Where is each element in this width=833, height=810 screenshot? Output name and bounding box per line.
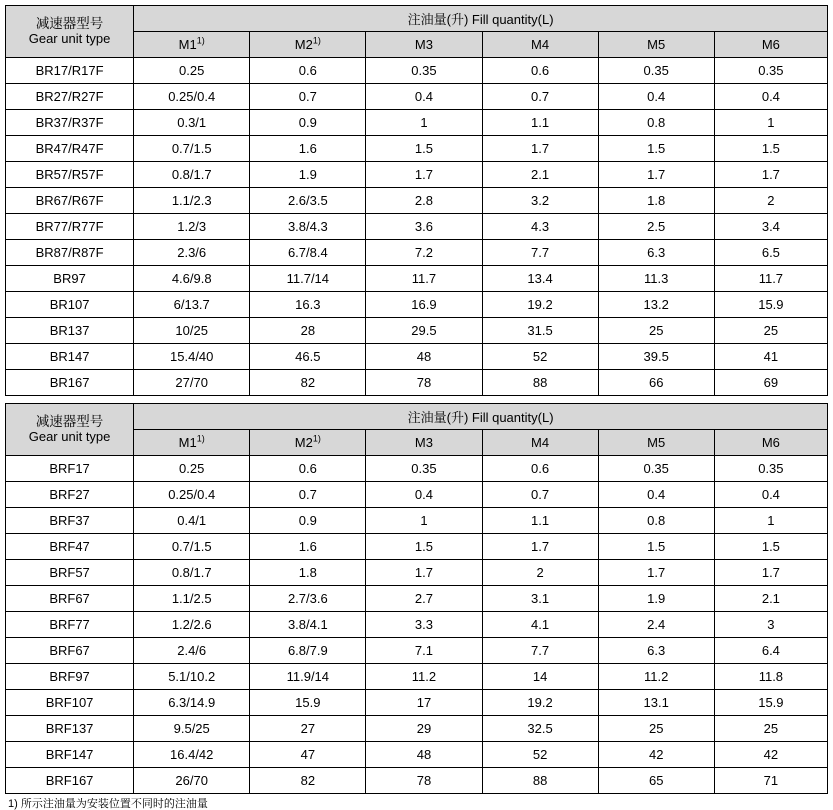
cell-m1: 26/70	[134, 768, 250, 794]
cell-m5: 39.5	[598, 344, 714, 370]
cell-m5: 0.4	[598, 84, 714, 110]
cell-m5: 13.1	[598, 690, 714, 716]
cell-m5: 1.7	[598, 162, 714, 188]
header-gear-unit-type-en: Gear unit type	[28, 428, 111, 444]
row-type: BRF107	[6, 690, 134, 716]
cell-m6: 11.7	[714, 266, 827, 292]
header-fill-quantity: 注油量(升) Fill quantity(L)	[134, 404, 828, 430]
cell-m4: 3.1	[482, 586, 598, 612]
cell-m4: 3.2	[482, 188, 598, 214]
cell-m4: 32.5	[482, 716, 598, 742]
cell-m6: 0.4	[714, 84, 827, 110]
cell-m1: 0.7/1.5	[134, 136, 250, 162]
cell-m5: 6.3	[598, 638, 714, 664]
cell-m4: 7.7	[482, 638, 598, 664]
cell-m6: 41	[714, 344, 827, 370]
cell-m6: 1	[714, 110, 827, 136]
cell-m4: 19.2	[482, 690, 598, 716]
cell-m1: 1.2/2.6	[134, 612, 250, 638]
header-col-m1-label: M1	[178, 37, 197, 52]
header-col-m6: M6	[714, 430, 827, 456]
cell-m6: 11.8	[714, 664, 827, 690]
cell-m6: 42	[714, 742, 827, 768]
cell-m6: 71	[714, 768, 827, 794]
cell-m6: 6.4	[714, 638, 827, 664]
cell-m5: 0.4	[598, 482, 714, 508]
cell-m5: 1.5	[598, 534, 714, 560]
cell-m6: 3	[714, 612, 827, 638]
footnote-text: 1) 所示注油量为安装位置不同时的注油量	[8, 798, 208, 810]
header-col-m4: M4	[482, 32, 598, 58]
table-row	[6, 344, 828, 370]
cell-m2: 6.8/7.9	[250, 638, 366, 664]
table-row	[6, 136, 828, 162]
table-row	[6, 84, 828, 110]
cell-m3: 48	[366, 742, 482, 768]
cell-m6: 25	[714, 716, 827, 742]
cell-m1: 5.1/10.2	[134, 664, 250, 690]
cell-m3: 1.7	[366, 560, 482, 586]
table-row	[6, 110, 828, 136]
row-type: BRF137	[6, 716, 134, 742]
cell-m4: 0.6	[482, 456, 598, 482]
cell-m2: 3.8/4.3	[250, 214, 366, 240]
row-type: BR77/R77F	[6, 214, 134, 240]
table-row	[6, 690, 828, 716]
cell-m5: 1.9	[598, 586, 714, 612]
cell-m5: 25	[598, 318, 714, 344]
cell-m5: 1.5	[598, 136, 714, 162]
cell-m3: 1	[366, 110, 482, 136]
cell-m2: 1.8	[250, 560, 366, 586]
brf-gear-unit-table	[5, 403, 828, 794]
cell-m1: 0.4/1	[134, 508, 250, 534]
header-col-m1	[134, 32, 250, 58]
table-row	[6, 716, 828, 742]
cell-m2: 27	[250, 716, 366, 742]
cell-m3: 29	[366, 716, 482, 742]
header-col-m1-superscript: 1)	[196, 35, 205, 46]
cell-m5: 2.4	[598, 612, 714, 638]
cell-m2: 1.9	[250, 162, 366, 188]
cell-m1: 1.1/2.5	[134, 586, 250, 612]
header-gear-unit-type-cn: 减速器型号	[35, 414, 104, 430]
table-row	[6, 456, 828, 482]
cell-m2: 6.7/8.4	[250, 240, 366, 266]
cell-m4: 2	[482, 560, 598, 586]
cell-m3: 48	[366, 344, 482, 370]
cell-m2: 47	[250, 742, 366, 768]
header-gear-unit-type	[6, 404, 134, 456]
cell-m2: 2.7/3.6	[250, 586, 366, 612]
cell-m1: 0.7/1.5	[134, 534, 250, 560]
cell-m1: 0.8/1.7	[134, 560, 250, 586]
cell-m2: 3.8/4.1	[250, 612, 366, 638]
header-col-m1-label: M1	[178, 435, 197, 450]
cell-m4: 1.7	[482, 534, 598, 560]
cell-m6: 15.9	[714, 292, 827, 318]
cell-m4: 88	[482, 370, 598, 396]
cell-m2: 0.7	[250, 482, 366, 508]
cell-m2: 46.5	[250, 344, 366, 370]
cell-m1: 2.3/6	[134, 240, 250, 266]
cell-m3: 78	[366, 370, 482, 396]
cell-m1: 27/70	[134, 370, 250, 396]
row-type: BRF27	[6, 482, 134, 508]
cell-m3: 7.2	[366, 240, 482, 266]
row-type: BRF77	[6, 612, 134, 638]
cell-m2: 15.9	[250, 690, 366, 716]
header-col-m1	[134, 430, 250, 456]
cell-m3: 0.35	[366, 58, 482, 84]
row-type: BRF67	[6, 586, 134, 612]
table-row	[6, 370, 828, 396]
row-type: BR37/R37F	[6, 110, 134, 136]
header-col-m2-label: M2	[294, 37, 313, 52]
cell-m3: 17	[366, 690, 482, 716]
cell-m4: 0.7	[482, 84, 598, 110]
cell-m3: 0.4	[366, 84, 482, 110]
cell-m4: 2.1	[482, 162, 598, 188]
header-col-m2-superscript: 1)	[312, 35, 321, 46]
table-header	[6, 6, 828, 58]
cell-m6: 3.4	[714, 214, 827, 240]
table-row	[6, 266, 828, 292]
header-col-m2-superscript: 1)	[312, 433, 321, 444]
cell-m4: 4.3	[482, 214, 598, 240]
brf-table-body	[6, 456, 828, 794]
cell-m3: 11.2	[366, 664, 482, 690]
br-table-body	[6, 58, 828, 396]
cell-m1: 6/13.7	[134, 292, 250, 318]
cell-m1: 0.25/0.4	[134, 482, 250, 508]
cell-m3: 1.7	[366, 162, 482, 188]
header-gear-unit-type	[6, 6, 134, 58]
cell-m2: 28	[250, 318, 366, 344]
row-type: BRF57	[6, 560, 134, 586]
cell-m2: 0.9	[250, 508, 366, 534]
cell-m1: 6.3/14.9	[134, 690, 250, 716]
header-col-m2-label: M2	[294, 435, 313, 450]
cell-m3: 2.8	[366, 188, 482, 214]
cell-m3: 3.6	[366, 214, 482, 240]
cell-m4: 1.1	[482, 508, 598, 534]
header-col-m4: M4	[482, 430, 598, 456]
cell-m6: 0.35	[714, 58, 827, 84]
cell-m6: 69	[714, 370, 827, 396]
cell-m2: 1.6	[250, 136, 366, 162]
table-row	[6, 560, 828, 586]
cell-m6: 2.1	[714, 586, 827, 612]
br-gear-unit-table	[5, 5, 828, 396]
cell-m3: 0.35	[366, 456, 482, 482]
cell-m1: 16.4/42	[134, 742, 250, 768]
cell-m3: 11.7	[366, 266, 482, 292]
cell-m4: 4.1	[482, 612, 598, 638]
cell-m5: 0.35	[598, 456, 714, 482]
row-type: BR67/R67F	[6, 188, 134, 214]
table-header	[6, 404, 828, 456]
cell-m4: 7.7	[482, 240, 598, 266]
cell-m6: 1.7	[714, 162, 827, 188]
row-type: BR137	[6, 318, 134, 344]
cell-m5: 6.3	[598, 240, 714, 266]
header-col-m1-superscript: 1)	[196, 433, 205, 444]
cell-m2: 0.6	[250, 456, 366, 482]
cell-m5: 0.8	[598, 110, 714, 136]
cell-m3: 2.7	[366, 586, 482, 612]
table-row	[6, 318, 828, 344]
header-gear-unit-type-en: Gear unit type	[28, 30, 111, 46]
cell-m3: 78	[366, 768, 482, 794]
cell-m2: 1.6	[250, 534, 366, 560]
cell-m1: 2.4/6	[134, 638, 250, 664]
table-row	[6, 638, 828, 664]
cell-m5: 2.5	[598, 214, 714, 240]
header-col-m3: M3	[366, 430, 482, 456]
cell-m6: 1	[714, 508, 827, 534]
cell-m4: 0.7	[482, 482, 598, 508]
cell-m2: 82	[250, 370, 366, 396]
header-fill-quantity: 注油量(升) Fill quantity(L)	[134, 6, 828, 32]
cell-m5: 65	[598, 768, 714, 794]
header-col-m3: M3	[366, 32, 482, 58]
cell-m5: 25	[598, 716, 714, 742]
cell-m1: 0.8/1.7	[134, 162, 250, 188]
cell-m4: 1.7	[482, 136, 598, 162]
row-type: BR27/R27F	[6, 84, 134, 110]
table-row	[6, 768, 828, 794]
table-row	[6, 214, 828, 240]
table-row	[6, 534, 828, 560]
cell-m4: 88	[482, 768, 598, 794]
header-col-m2	[250, 32, 366, 58]
cell-m3: 3.3	[366, 612, 482, 638]
cell-m3: 1.5	[366, 136, 482, 162]
cell-m4: 1.1	[482, 110, 598, 136]
cell-m2: 0.7	[250, 84, 366, 110]
cell-m6: 0.35	[714, 456, 827, 482]
cell-m5: 0.35	[598, 58, 714, 84]
cell-m6: 2	[714, 188, 827, 214]
row-type: BR147	[6, 344, 134, 370]
cell-m3: 29.5	[366, 318, 482, 344]
cell-m1: 9.5/25	[134, 716, 250, 742]
row-type: BRF97	[6, 664, 134, 690]
cell-m2: 0.9	[250, 110, 366, 136]
cell-m2: 0.6	[250, 58, 366, 84]
cell-m1: 0.25	[134, 456, 250, 482]
cell-m5: 11.2	[598, 664, 714, 690]
table-row	[6, 612, 828, 638]
table-row	[6, 664, 828, 690]
row-type: BR17/R17F	[6, 58, 134, 84]
row-type: BRF147	[6, 742, 134, 768]
cell-m5: 13.2	[598, 292, 714, 318]
cell-m1: 0.25/0.4	[134, 84, 250, 110]
cell-m2: 82	[250, 768, 366, 794]
cell-m2: 2.6/3.5	[250, 188, 366, 214]
header-col-m2	[250, 430, 366, 456]
cell-m3: 1	[366, 508, 482, 534]
cell-m4: 19.2	[482, 292, 598, 318]
row-type: BRF67	[6, 638, 134, 664]
cell-m1: 0.25	[134, 58, 250, 84]
cell-m5: 11.3	[598, 266, 714, 292]
cell-m4: 52	[482, 344, 598, 370]
cell-m2: 11.7/14	[250, 266, 366, 292]
cell-m3: 1.5	[366, 534, 482, 560]
cell-m5: 42	[598, 742, 714, 768]
cell-m4: 13.4	[482, 266, 598, 292]
row-type: BRF47	[6, 534, 134, 560]
cell-m1: 4.6/9.8	[134, 266, 250, 292]
row-type: BR167	[6, 370, 134, 396]
table-row	[6, 508, 828, 534]
cell-m6: 15.9	[714, 690, 827, 716]
row-type: BR87/R87F	[6, 240, 134, 266]
table-row	[6, 188, 828, 214]
cell-m6: 6.5	[714, 240, 827, 266]
row-type: BR97	[6, 266, 134, 292]
table-row	[6, 162, 828, 188]
cell-m5: 0.8	[598, 508, 714, 534]
cell-m1: 0.3/1	[134, 110, 250, 136]
cell-m4: 14	[482, 664, 598, 690]
header-col-m5: M5	[598, 430, 714, 456]
cell-m6: 1.5	[714, 136, 827, 162]
cell-m6: 1.5	[714, 534, 827, 560]
cell-m4: 0.6	[482, 58, 598, 84]
row-type: BRF37	[6, 508, 134, 534]
table-row	[6, 742, 828, 768]
cell-m5: 1.7	[598, 560, 714, 586]
header-col-m6: M6	[714, 32, 827, 58]
cell-m4: 31.5	[482, 318, 598, 344]
cell-m1: 1.2/3	[134, 214, 250, 240]
table-row	[6, 482, 828, 508]
table-row	[6, 292, 828, 318]
cell-m3: 16.9	[366, 292, 482, 318]
cell-m1: 1.1/2.3	[134, 188, 250, 214]
row-type: BR57/R57F	[6, 162, 134, 188]
cell-m6: 25	[714, 318, 827, 344]
cell-m5: 1.8	[598, 188, 714, 214]
table-row	[6, 586, 828, 612]
cell-m2: 16.3	[250, 292, 366, 318]
row-type: BRF167	[6, 768, 134, 794]
cell-m3: 7.1	[366, 638, 482, 664]
row-type: BRF17	[6, 456, 134, 482]
cell-m6: 0.4	[714, 482, 827, 508]
row-type: BR47/R47F	[6, 136, 134, 162]
table-row	[6, 240, 828, 266]
header-gear-unit-type-cn: 减速器型号	[35, 16, 104, 32]
header-col-m5: M5	[598, 32, 714, 58]
cell-m5: 66	[598, 370, 714, 396]
cell-m4: 52	[482, 742, 598, 768]
cell-m3: 0.4	[366, 482, 482, 508]
row-type: BR107	[6, 292, 134, 318]
cell-m6: 1.7	[714, 560, 827, 586]
cell-m2: 11.9/14	[250, 664, 366, 690]
table-row	[6, 58, 828, 84]
cell-m1: 10/25	[134, 318, 250, 344]
cell-m1: 15.4/40	[134, 344, 250, 370]
